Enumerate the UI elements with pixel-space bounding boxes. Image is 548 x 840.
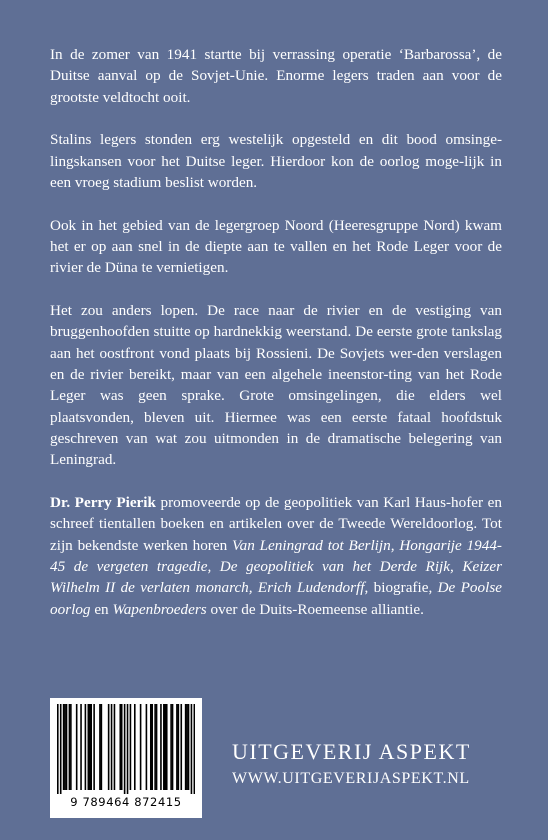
publisher-name: UITGEVERIJ ASPEKT [232, 739, 471, 764]
barcode-bar [146, 704, 148, 790]
barcode-bar [93, 704, 95, 790]
barcode-bar [140, 704, 142, 790]
barcode-bar [188, 704, 190, 790]
publisher-website: WWW.UITGEVERIJASPEKT.NL [232, 770, 470, 787]
barcode-bar [130, 704, 132, 790]
barcode-bar [63, 704, 65, 790]
barcode-bar [185, 704, 187, 790]
barcode-bar [76, 704, 78, 790]
barcode-bar [70, 704, 72, 790]
barcode-bar [154, 704, 156, 790]
barcode-bar [85, 704, 87, 790]
barcode-bar [119, 704, 121, 790]
barcode-bar [99, 704, 101, 790]
back-cover-blurb [50, 44, 502, 641]
barcode-bar [176, 704, 178, 790]
barcode-bar [69, 704, 71, 790]
barcode-bar [60, 704, 62, 794]
author-name: Dr. Perry Pierik [50, 494, 156, 512]
barcode-bar [163, 704, 165, 790]
barcode-bar [156, 704, 158, 790]
barcode-bar [111, 704, 113, 790]
isbn-number: 9 789464 872415 [70, 795, 182, 809]
blurb-paragraph-4: Het zou anders lopen. De race naar de rivier en de vestiging van bruggenhoofden stuitte op hardnekkig weerstand. De eerste grote tankslag aan het oostfront vond plaats bij Rossieni. De Sovjets wer-den verslagen en de rivier bereikt, maar van een algehele ineenstor-ting van het Rode Leger was geen sprake. Grote omsingelingen, die elders wel plaatsvonden, bleven uit. Hiermee was een eerste fataal hoofdstuk geschreven van wat zou uitmonden in de dramatische belegering van Leningrad. [50, 302, 502, 469]
barcode-bar [172, 704, 174, 790]
bio-text-3: en [90, 600, 113, 618]
barcode-bar [66, 704, 68, 790]
barcode-bar [101, 704, 103, 790]
barcode-bar [178, 704, 180, 790]
barcode-bar [160, 704, 162, 790]
barcode-bar [164, 704, 166, 790]
bio-text-2: , biografie, [364, 579, 438, 597]
barcode-bar [108, 704, 110, 790]
bio-works-2: De Poolse oorlog [50, 579, 502, 618]
barcode-bar [64, 704, 66, 790]
barcode-bar [194, 704, 195, 794]
bio-works-3: Wapenbroeders [112, 600, 207, 618]
barcode-bar [57, 704, 59, 794]
barcode-bar [150, 704, 152, 790]
barcode-bar [191, 704, 193, 794]
barcode-bar [166, 704, 168, 790]
author-bio [50, 492, 502, 620]
bio-text-4: over de Duits-Roemeense alliantie. [206, 600, 424, 618]
barcode-bar [186, 704, 188, 790]
barcode-bar [80, 704, 82, 790]
bio-text-1: promoveerde op de geopolitiek van Karl Haus-hofer en schreef tientallen boeken en artikelen over de Tweede Wereldoorlog. Tot zijn bekendste werken horen [50, 494, 502, 554]
barcode-bar [124, 704, 126, 794]
blurb-paragraph-1: In de zomer van 1941 startte bij verrassing operatie ‘Barbarossa’, de Duitse aanval op de Sovjet-Unie. Enorme legers traden aan voor de grootste veldtocht ooit. [50, 46, 502, 106]
barcode-bars [57, 704, 195, 794]
blurb-paragraph-2: Stalins legers stonden erg westelijk opgesteld en dit bood omsinge-lingskansen voor het Duitse leger. Hierdoor kon de oorlog moge-lijk in een vroeg stadium beslist worden. [50, 131, 502, 191]
barcode-bar [180, 704, 182, 790]
bio-works-1: Van Leningrad tot Berlijn, Hongarije 1944-45 de vergeten tragedie, De geopolitiek van het Derde Rijk, Keizer Wilhelm II de verlaten monarch, Erich Ludendorff [50, 536, 502, 597]
barcode-bar [121, 704, 123, 790]
barcode-bar [151, 704, 153, 790]
barcode-bar [89, 704, 91, 790]
barcode-bar [88, 704, 90, 790]
isbn-barcode [50, 698, 202, 818]
barcode-bar [90, 704, 92, 790]
barcode-bar [127, 704, 129, 794]
barcode-bar [134, 704, 136, 790]
blurb-paragraph-3: Ook in het gebied van de legergroep Noord (Heeresgruppe Nord) kwam het er op aan snel in de diepte aan te vallen en het Rode Leger voor de rivier de Düna te vernietigen. [50, 216, 502, 277]
barcode-bar [114, 704, 116, 790]
barcode-bar [170, 704, 172, 790]
